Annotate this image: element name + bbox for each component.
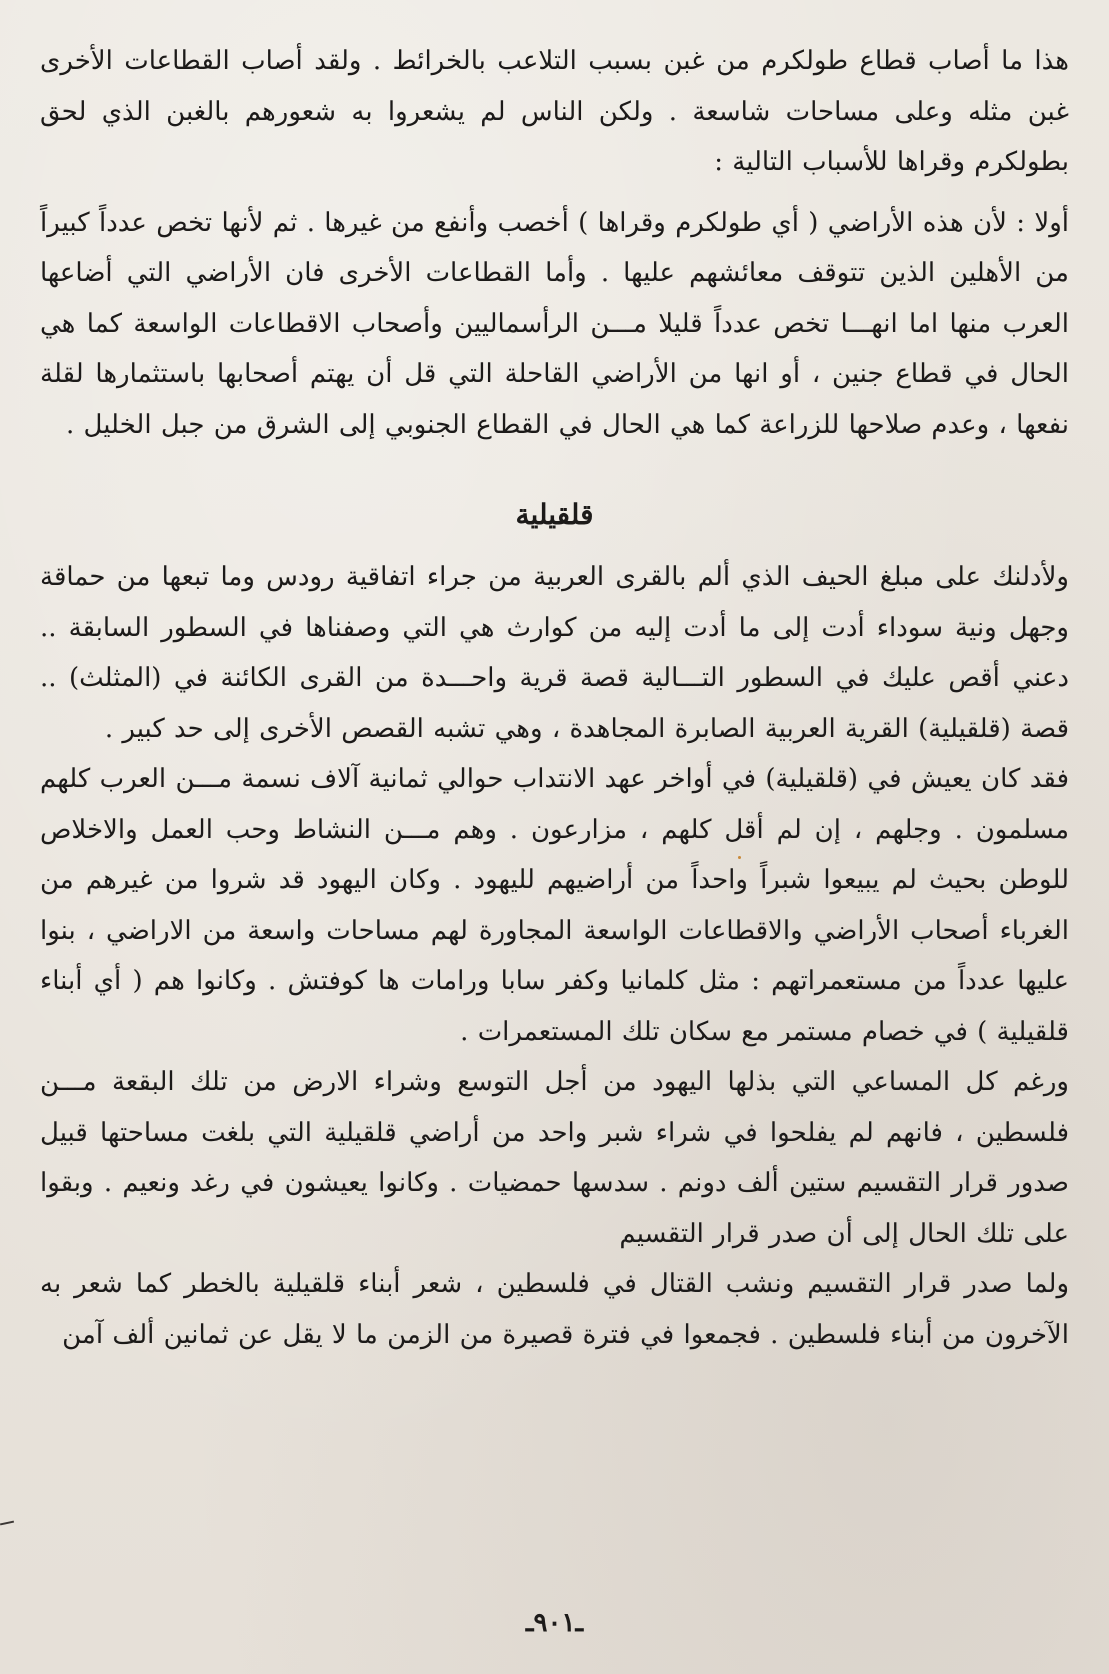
paragraph-qalqilya-population: فقد كان يعيش في (قلقيلية) في أواخر عهد الانتداب حوالي ثمانية آلاف نسمة مـــن العرب كلهم مسلمون . وجلهم ، إن لم أقل كلهم ، مزارعون . وهم مـــن النشاط وحب العمل والاخلاص للوطن بحيث لم يبيعوا شبراً واحداً من أراضيهم لليهود . وكان اليهود قد شروا من غيرهم من الغرباء أصحاب الأراضي والاقطاعات الواسعة المجاورة لهم مساحات واسعة من الاراضي ، بنوا عليها عدداً من مستعمراتهم : مثل كلمانيا وكفر سابا ورامات ها كوفتش . وكانوا هم ( أي أبناء قلقيلية ) في خصام مستمر مع سكان تلك المستعمرات . xyxy=(40,764,1069,1047)
section-heading: قلقيلية xyxy=(515,498,594,531)
text-body xyxy=(40,36,1069,1360)
paragraph-rhodes-agreement: ولأدلنك على مبلغ الحيف الذي ألم بالقرى العربية من جراء اتفاقية رودس وما تبعها من حماقة وجهل ونية سوداء أدت إلى ما أدت إليه من كوارث هي التي وصفناها في السطور السابقة .. دعني أقص عليك في السطور التـــالية قصة قرية واحـــدة من القرى الكائنة في (المثلث) .. قصة (قلقيلية) القرية العربية الصابرة المجاهدة ، وهي تشبه القصص الأخرى إلى حد كبير . xyxy=(40,562,1069,744)
paragraph-partition-war: ولما صدر قرار التقسيم ونشب القتال في فلسطين ، شعر أبناء قلقيلية بالخطر كما شعر به الآخرون من أبناء فلسطين . فجمعوا في فترة قصيرة من الزمن ما لا يقل عن ثمانين ألف آمن xyxy=(40,1269,1069,1350)
page-number: ـ٩٠١ـ xyxy=(525,1608,584,1638)
margin-pen-mark xyxy=(0,1521,14,1526)
paragraph-land-purchase: ورغم كل المساعي التي بذلها اليهود من أجل التوسع وشراء الارض من تلك البقعة مـــن فلسطين ، فانهم لم يفلحوا في شراء شبر واحد من أراضي قلقيلية التي بلغت مساحتها قبيل صدور قرار التقسيم ستين ألف دونم . سدسها حمضيات . وكانوا يعيشون في رغد ونعيم . وبقوا على تلك الحال إلى أن صدر قرار التقسيم xyxy=(40,1067,1069,1249)
paragraph-intro: هذا ما أصاب قطاع طولكرم من غبن بسبب التلاعب بالخرائط . ولقد أصاب القطاعات الأخرى غبن مثله وعلى مساحات شاسعة . ولكن الناس لم يشعروا به شعورهم بالغبن الذي لحق بطولكرم وقراها للأسباب التالية : xyxy=(40,46,1069,177)
paragraph-first-reason: أولا : لأن هذه الأراضي ( أي طولكرم وقراها ) أخصب وأنفع من غيرها . ثم لأنها تخص عدداً كبيراً من الأهلين الذين تتوقف معائشهم عليها . وأما القطاعات الأخرى فان الأراضي التي أضاعها العرب منها اما انهـــا تخص عدداً قليلا مـــن الرأسماليين وأصحاب الاقطاعات الواسعة كما هي الحال في قطاع جنين ، أو انها من الأراضي القاحلة التي قل أن يهتم أصحابها باستثمارها لقلة نفعها ، وعدم صلاحها للزراعة كما هي الحال في القطاع الجنوبي إلى الشرق من جبل الخليل . xyxy=(40,207,1069,440)
paper-speck xyxy=(738,856,741,859)
